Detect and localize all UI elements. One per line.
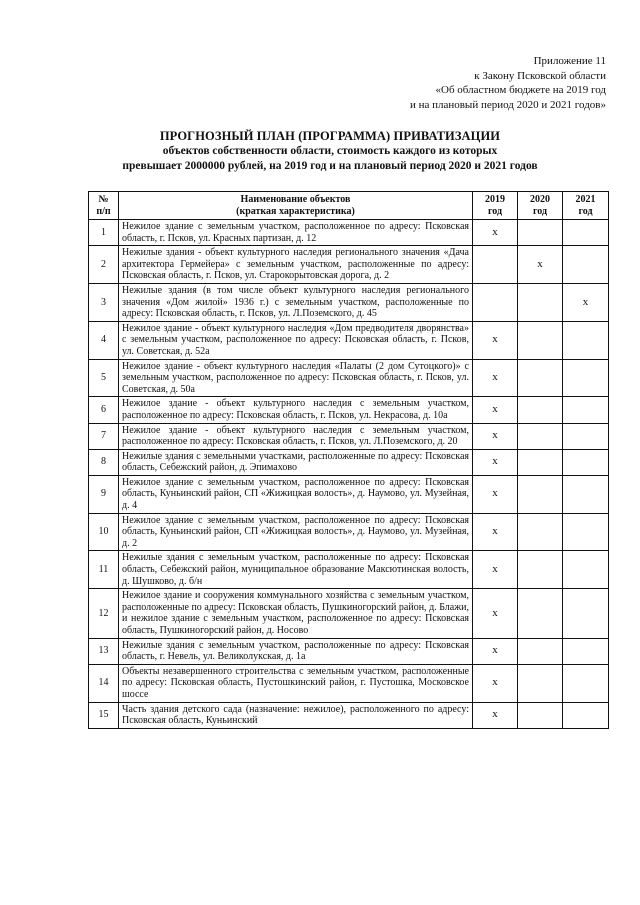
mark-2019: х xyxy=(473,321,518,359)
mark-2021 xyxy=(563,423,609,449)
table-row xyxy=(89,359,609,397)
mark-2021: х xyxy=(563,283,609,321)
mark-2019 xyxy=(473,246,518,284)
object-description: Нежилое здание - объект культурного наследия с земельным участком, расположенное по адресу: Псковская область, г. Псков, ул. Л.Поземского, д. 20 xyxy=(119,423,473,449)
mark-2019: х xyxy=(473,475,518,513)
object-description: Нежилые здания (в том числе объект культурного наследия регионального значения «Дом жилой» 1936 г.) с земельным участком, расположенные по адресу: Псковская область, г. Псков, ул. Л.Поземского, д. 45 xyxy=(119,283,473,321)
mark-2019: х xyxy=(473,589,518,638)
mark-2021 xyxy=(563,702,609,728)
mark-2020: х xyxy=(518,246,563,284)
header-name: Наименование объектов (краткая характеристика) xyxy=(119,192,473,220)
table-row xyxy=(89,283,609,321)
appendix-line: «Об областном бюджете на 2019 год xyxy=(435,84,606,96)
header-2019: 2019 год xyxy=(473,192,518,220)
table-row xyxy=(89,423,609,449)
mark-2019: х xyxy=(473,359,518,397)
table-row xyxy=(89,475,609,513)
appendix-line: и на плановый период 2020 и 2021 годов» xyxy=(409,98,606,111)
mark-2021 xyxy=(563,664,609,702)
mark-2021 xyxy=(563,513,609,551)
table-row xyxy=(89,513,609,551)
mark-2019: х xyxy=(473,397,518,423)
mark-2021 xyxy=(563,589,609,638)
table-header-row xyxy=(89,192,609,220)
mark-2020 xyxy=(518,397,563,423)
mark-2020 xyxy=(518,551,563,589)
title-sub-2: превышает 2000000 рублей, на 2019 год и на плановый период 2020 и 2021 годов xyxy=(122,160,538,172)
object-description: Нежилое здание - объект культурного наследия «Дом предводителя дворянства» с земельным участком, расположенное по адресу: Псковская область, г. Псков, ул. Советская, д. 52а xyxy=(119,321,473,359)
mark-2020 xyxy=(518,449,563,475)
mark-2019: х xyxy=(473,423,518,449)
mark-2019: х xyxy=(473,220,518,246)
mark-2019: х xyxy=(473,638,518,664)
mark-2020 xyxy=(518,359,563,397)
object-description: Объекты незавершенного строительства с земельным участком, расположенные по адресу: Псковская область, Пустошкинский район, г. Пустошка, Московское шоссе xyxy=(119,664,473,702)
mark-2019: х xyxy=(473,551,518,589)
row-number: 5 xyxy=(89,359,119,397)
object-description: Нежилые здания - объект культурного наследия регионального значения «Дача архитектора Гермейера» с земельным участком, расположенные по адресу: Псковская область, г. Псков, ул. Старокорытовская дорога, д. 2 xyxy=(119,246,473,284)
object-description: Нежилые здания с земельными участками, расположенные по адресу: Псковская область, Себежский район, д. Эпимахово xyxy=(119,449,473,475)
table-row xyxy=(89,397,609,423)
mark-2020 xyxy=(518,589,563,638)
appendix-reference xyxy=(306,54,606,112)
table-row xyxy=(89,664,609,702)
mark-2019: х xyxy=(473,664,518,702)
object-description: Нежилое здание - объект культурного наследия «Палаты (2 дом Сутоцкого)» с земельным участком, расположенное по адресу: Псковская область, г. Псков, ул. Советская, д. 50а xyxy=(119,359,473,397)
object-description: Нежилое здание с земельным участком, расположенное по адресу: Псковская область, Куньинский район, СП «Жижицкая волость», д. Наумово, ул. Музейная, д. 2 xyxy=(119,513,473,551)
row-number: 15 xyxy=(89,702,119,728)
mark-2019 xyxy=(473,283,518,321)
header-2021: 2021 год xyxy=(563,192,609,220)
mark-2020 xyxy=(518,283,563,321)
mark-2019: х xyxy=(473,449,518,475)
row-number: 4 xyxy=(89,321,119,359)
mark-2021 xyxy=(563,397,609,423)
row-number: 6 xyxy=(89,397,119,423)
table-row xyxy=(89,449,609,475)
table-row xyxy=(89,589,609,638)
row-number: 8 xyxy=(89,449,119,475)
object-description: Нежилые здания с земельным участком, расположенные по адресу: Псковская область, Себежский район, муниципальное образование Максютинская волость, д. Шушково, д. б/н xyxy=(119,551,473,589)
object-description: Нежилое здание и сооружения коммунального хозяйства с земельным участком, расположенные по адресу: Псковская область, Пушкиногорский район, д. Блажи, и нежилое здание с земельным участком, расположенное по адресу: Псковская область, Пушкиногорский район, д. Носово xyxy=(119,589,473,638)
row-number: 13 xyxy=(89,638,119,664)
privatization-table xyxy=(88,191,609,729)
row-number: 3 xyxy=(89,283,119,321)
document-title xyxy=(60,128,600,174)
mark-2021 xyxy=(563,638,609,664)
table-row xyxy=(89,702,609,728)
row-number: 12 xyxy=(89,589,119,638)
mark-2020 xyxy=(518,220,563,246)
row-number: 9 xyxy=(89,475,119,513)
mark-2021 xyxy=(563,551,609,589)
object-description: Нежилое здание - объект культурного наследия с земельным участком, расположенное по адресу: Псковская область, г. Псков, ул. Некрасова, д. 10а xyxy=(119,397,473,423)
mark-2020 xyxy=(518,664,563,702)
mark-2020 xyxy=(518,423,563,449)
title-main: ПРОГНОЗНЫЙ ПЛАН (ПРОГРАММА) ПРИВАТИЗАЦИИ xyxy=(159,129,501,143)
row-number: 2 xyxy=(89,246,119,284)
object-description: Нежилое здание с земельным участком, расположенное по адресу: Псковская область, Куньинский район, СП «Жижицкая волость», д. Наумово, ул. Музейная, д. 4 xyxy=(119,475,473,513)
mark-2021 xyxy=(563,475,609,513)
row-number: 10 xyxy=(89,513,119,551)
mark-2019: х xyxy=(473,702,518,728)
appendix-line: к Закону Псковской области xyxy=(474,69,606,82)
table-row xyxy=(89,321,609,359)
object-description: Нежилые здания с земельным участком, расположенные по адресу: Псковская область, г. Невель, ул. Великолукская, д. 1а xyxy=(119,638,473,664)
mark-2021 xyxy=(563,359,609,397)
mark-2020 xyxy=(518,321,563,359)
header-number: № п/п xyxy=(89,192,119,220)
row-number: 11 xyxy=(89,551,119,589)
appendix-line: Приложение 11 xyxy=(533,55,606,67)
row-number: 14 xyxy=(89,664,119,702)
row-number: 1 xyxy=(89,220,119,246)
mark-2021 xyxy=(563,321,609,359)
table-row xyxy=(89,551,609,589)
mark-2021 xyxy=(563,220,609,246)
table-row xyxy=(89,220,609,246)
title-sub-1: объектов собственности области, стоимость каждого из которых xyxy=(162,145,498,157)
mark-2020 xyxy=(518,638,563,664)
mark-2021 xyxy=(563,246,609,284)
row-number: 7 xyxy=(89,423,119,449)
header-2020: 2020 год xyxy=(518,192,563,220)
mark-2019: х xyxy=(473,513,518,551)
mark-2020 xyxy=(518,513,563,551)
object-description: Нежилое здание с земельным участком, расположенное по адресу: Псковская область, г. Псков, ул. Красных партизан, д. 12 xyxy=(119,220,473,246)
object-description: Часть здания детского сада (назначение: нежилое), расположенного по адресу: Псковская область, Куньинский xyxy=(119,702,473,728)
mark-2020 xyxy=(518,702,563,728)
table-row xyxy=(89,638,609,664)
table-row xyxy=(89,246,609,284)
mark-2021 xyxy=(563,449,609,475)
mark-2020 xyxy=(518,475,563,513)
